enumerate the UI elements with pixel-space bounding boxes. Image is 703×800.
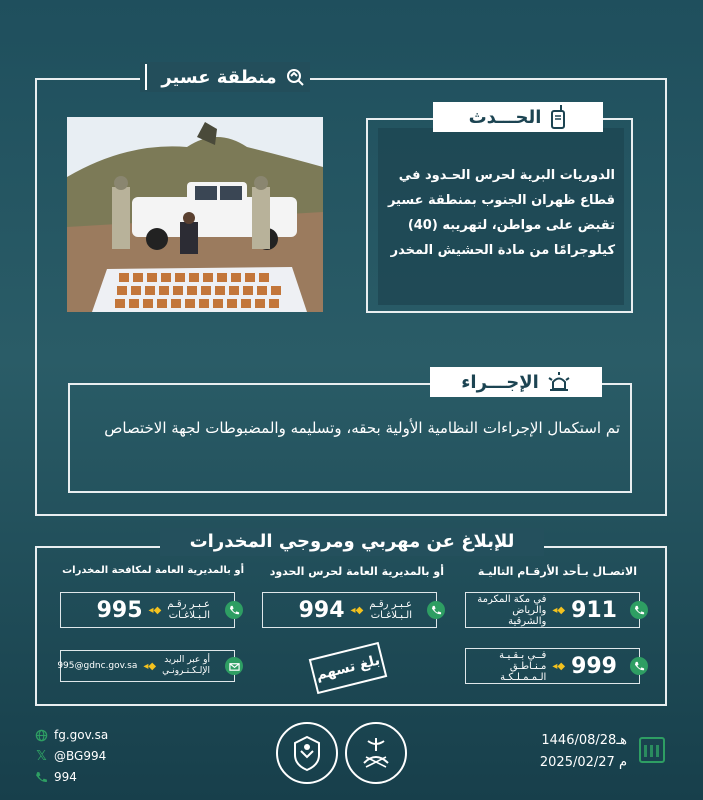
procedure-tab	[430, 367, 602, 397]
arrow-icon: ◆◂	[143, 660, 157, 672]
border-guard-emblem	[276, 722, 338, 784]
number-911: 911	[571, 597, 617, 623]
number-999: 999	[571, 653, 617, 679]
procedure-title: الإجـــراء	[461, 371, 539, 393]
web-link[interactable]	[35, 725, 175, 746]
footer-links	[35, 725, 175, 788]
arrow-icon: ◆◂	[552, 604, 566, 616]
phone-icon	[225, 601, 243, 619]
label-999-2: مـنـاطـق الـمـمـلـكـة	[500, 660, 547, 683]
tab-divider	[145, 64, 147, 90]
report-email[interactable]	[57, 650, 235, 682]
phone-icon	[630, 601, 648, 619]
label-994-2: الـبـلاغـات	[370, 610, 412, 621]
arrow-icon: ◆◂	[552, 660, 566, 672]
siren-icon	[547, 372, 571, 392]
x-text: @BG994	[54, 749, 107, 763]
report-title: للإبلاغ عن مهربي ومروجي المخدرات	[160, 528, 544, 556]
calendar-icon	[639, 737, 665, 763]
web-text: fg.gov.sa	[54, 728, 109, 742]
phone-icon	[427, 601, 445, 619]
email-address[interactable]: 995@gdnc.gov.sa	[57, 661, 138, 671]
event-text: الدوريات البرية لحرس الحـدود في قطاع ظهران الجنوب بمنطقة عسير تقبض على مواطن، لتهريبه (40) كيلوجرامًا من مادة الحشيش المخدر	[387, 168, 615, 258]
label-995-1: عـبـر رقـم	[167, 599, 210, 610]
walkie-talkie-icon	[549, 105, 567, 129]
report-number-999[interactable]	[465, 648, 640, 684]
event-title: الحـــدث	[468, 106, 542, 128]
region-tab	[140, 62, 310, 92]
email-label-1: أو عبر البريد	[164, 655, 210, 665]
region-title: منطقة عسير	[161, 66, 277, 88]
globe-icon	[35, 729, 48, 742]
event-tab	[433, 102, 603, 132]
arrow-icon: ◆◂	[350, 604, 364, 616]
report-number-994[interactable]	[262, 592, 437, 628]
mail-icon	[225, 657, 243, 675]
report-number-995[interactable]	[60, 592, 235, 628]
phone-text: 994	[54, 770, 77, 784]
seizure-photo	[67, 117, 323, 312]
col1-heading: الاتصـال بـأحد الأرقـام التاليـة	[477, 565, 637, 578]
label-995-2: الـبـلاغـات	[168, 610, 210, 621]
map-search-icon	[285, 67, 305, 87]
report-number-911[interactable]	[465, 592, 640, 628]
arrow-icon: ◆◂	[148, 604, 162, 616]
procedure-text: تم استكمال الإجراءات النظامية الأولية بحقه، وتسليمه والمضبوطات لجهة الاختصاص	[104, 419, 620, 437]
phone-icon	[35, 771, 48, 784]
col2-heading: أو بالمديرية العامة لحرس الحدود	[269, 565, 444, 578]
stamp-text: بلغ تسهم	[314, 652, 382, 684]
phone-link[interactable]	[35, 767, 175, 788]
label-994-1: عـبـر رقـم	[369, 599, 412, 610]
number-994: 994	[298, 597, 345, 623]
label-911-2: والرياض والشرقية	[508, 604, 547, 627]
email-label-2: الإلـكـتـرونـي	[162, 666, 210, 676]
date-greg: 2025/02/27 م	[539, 755, 627, 770]
x-link[interactable]	[35, 746, 175, 767]
col3-heading: أو بالمديرية العامة لمكافحة المخدرات	[62, 565, 244, 576]
number-995: 995	[96, 597, 143, 623]
x-logo-icon: 𝕏	[36, 749, 47, 764]
phone-icon	[630, 657, 648, 675]
label-911-1: في مكة المكرمة	[477, 593, 547, 605]
ministry-emblem	[345, 722, 407, 784]
label-999-1: فــي بـقـيـة	[499, 649, 547, 661]
date-hijri: 1446/08/28هـ	[541, 733, 627, 748]
date-block	[505, 733, 665, 773]
